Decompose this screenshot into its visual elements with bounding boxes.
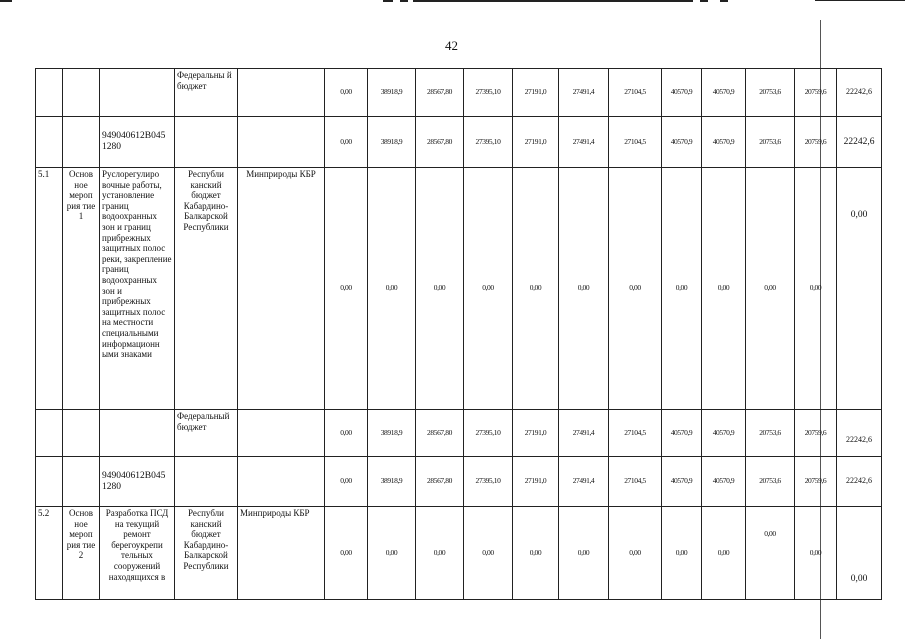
value-cell: 40570,9 <box>702 410 746 457</box>
value-cell: 28567,80 <box>416 69 464 117</box>
row-funding-source: Федеральны й бюджет <box>175 69 238 117</box>
row-number <box>36 69 63 117</box>
last-value-cell: 22242,6 <box>837 117 882 168</box>
row-executor: Минприроды КБР <box>238 507 325 600</box>
last-value-cell: 22242,6 <box>837 69 882 117</box>
row-name <box>100 410 175 457</box>
value-cell: 27191,0 <box>513 410 559 457</box>
value-cell: 40570,9 <box>702 117 746 168</box>
value-cell: 20753,6 <box>746 117 795 168</box>
row-funding-source: Республи канский бюджет Кабардино-Балкарской Республики <box>175 507 238 600</box>
value-cell: 38918,9 <box>368 457 416 507</box>
value-cell: 20759,6 <box>795 117 837 168</box>
value-cell: 0,00 <box>662 507 702 600</box>
row-status <box>63 410 100 457</box>
value-cell: 0,00 <box>325 168 368 410</box>
scan-artifact-line <box>383 0 393 2</box>
value-cell: 20753,6 <box>746 69 795 117</box>
page-number: 42 <box>445 38 458 53</box>
value-cell: 0,00 <box>702 507 746 600</box>
table-row <box>36 410 882 457</box>
scan-artifact-line <box>815 0 905 1</box>
value-cell: 27395,10 <box>464 69 513 117</box>
value-cell: 20753,6 <box>746 457 795 507</box>
row-executor: Минприроды КБР <box>238 168 325 410</box>
value-cell: 27491,4 <box>559 457 609 507</box>
row-number <box>36 457 63 507</box>
scan-artifact-line <box>700 0 708 2</box>
value-cell: 0,00 <box>416 168 464 410</box>
value-cell: 40570,9 <box>662 69 702 117</box>
scan-artifact-line <box>0 0 12 2</box>
last-value-cell: 0,00 <box>837 168 882 410</box>
value-cell: 0,00 <box>325 457 368 507</box>
scan-artifact-line <box>413 0 693 2</box>
value-cell: 28567,80 <box>416 117 464 168</box>
value-cell: 27104,5 <box>609 457 662 507</box>
value-cell: 27491,4 <box>559 117 609 168</box>
budget-table <box>35 68 882 600</box>
table-row <box>36 457 882 507</box>
value-cell: 20759,6 <box>795 410 837 457</box>
value-cell: 0,00 <box>609 507 662 600</box>
value-cell: 0,00 <box>559 507 609 600</box>
value-cell: 20753,6 <box>746 410 795 457</box>
value-cell: 27104,5 <box>609 410 662 457</box>
value-cell: 38918,9 <box>368 117 416 168</box>
value-cell: 27191,0 <box>513 117 559 168</box>
table-row <box>36 69 882 117</box>
row-status <box>63 117 100 168</box>
last-value-cell: 22242,6 <box>837 410 882 457</box>
value-cell: 27191,0 <box>513 457 559 507</box>
row-name: Руслорегулиро вочные работы, установление границ водоохранных зон и границ прибрежных защитных полос реки, закрепление границ водоохранных зон и прибрежных защитных полос на местности специальными информационн ыми знаками <box>100 168 175 410</box>
value-cell: 0,00 <box>325 410 368 457</box>
value-cell: 0,00 <box>325 507 368 600</box>
row-executor <box>238 410 325 457</box>
value-cell: 0,00 <box>464 507 513 600</box>
value-cell: 38918,9 <box>368 410 416 457</box>
value-cell: 27395,10 <box>464 410 513 457</box>
row-funding-source <box>175 117 238 168</box>
value-cell: 0,00 <box>368 507 416 600</box>
value-cell: 27104,5 <box>609 69 662 117</box>
value-cell: 0,00 <box>795 507 837 600</box>
value-cell: 40570,9 <box>662 457 702 507</box>
value-cell: 40570,9 <box>662 410 702 457</box>
row-name: Разработка ПСД на текущий ремонт берегоукрепи тельных сооружений находящихся в <box>100 507 175 600</box>
row-status <box>63 69 100 117</box>
scan-artifact-line <box>400 0 408 2</box>
row-name <box>100 69 175 117</box>
value-cell: 0,00 <box>702 168 746 410</box>
scan-artifact-line <box>720 0 728 2</box>
value-cell: 27104,5 <box>609 117 662 168</box>
value-cell: 0,00 <box>559 168 609 410</box>
row-status <box>63 457 100 507</box>
value-cell: 0,00 <box>416 507 464 600</box>
value-cell: 20759,6 <box>795 69 837 117</box>
row-executor <box>238 69 325 117</box>
row-budget-code: 949040612В045 1280 <box>100 117 175 168</box>
row-status: Основ ное мероп рия тие 2 <box>63 507 100 600</box>
value-cell: 0,00 <box>464 168 513 410</box>
value-cell: 27395,10 <box>464 457 513 507</box>
row-executor <box>238 117 325 168</box>
value-cell: 0,00 <box>368 168 416 410</box>
value-cell: 0,00 <box>662 168 702 410</box>
value-cell: 0,00 <box>513 507 559 600</box>
value-cell: 0,00 <box>325 69 368 117</box>
last-value-cell: 0,00 <box>837 507 882 600</box>
row-funding-source: Республи канский бюджет Кабардино-Балкарской Республики <box>175 168 238 410</box>
value-cell: 27491,4 <box>559 69 609 117</box>
value-cell: 27191,0 <box>513 69 559 117</box>
value-cell: 20759,6 <box>795 457 837 507</box>
value-cell: 38918,9 <box>368 69 416 117</box>
value-cell: 28567,80 <box>416 410 464 457</box>
value-cell: 40570,9 <box>662 117 702 168</box>
row-status: Основ ное мероп рия тие 1 <box>63 168 100 410</box>
table-row <box>36 507 882 600</box>
table-row <box>36 168 882 410</box>
row-number: 5.1 <box>36 168 63 410</box>
value-cell: 28567,80 <box>416 457 464 507</box>
value-cell: 27491,4 <box>559 410 609 457</box>
value-cell: 0,00 <box>513 168 559 410</box>
row-number <box>36 117 63 168</box>
row-executor <box>238 457 325 507</box>
row-budget-code: 949040612В045 1280 <box>100 457 175 507</box>
row-number <box>36 410 63 457</box>
row-funding-source: Федеральный бюджет <box>175 410 238 457</box>
value-cell: 0,00 <box>325 117 368 168</box>
last-value-cell: 22242,6 <box>837 457 882 507</box>
row-number: 5.2 <box>36 507 63 600</box>
value-cell: 40570,9 <box>702 69 746 117</box>
value-cell: 0,00 <box>795 168 837 410</box>
value-cell: 0,00 <box>746 507 795 600</box>
value-cell: 40570,9 <box>702 457 746 507</box>
table-row <box>36 117 882 168</box>
value-cell: 0,00 <box>609 168 662 410</box>
row-funding-source <box>175 457 238 507</box>
value-cell: 27395,10 <box>464 117 513 168</box>
value-cell: 0,00 <box>746 168 795 410</box>
